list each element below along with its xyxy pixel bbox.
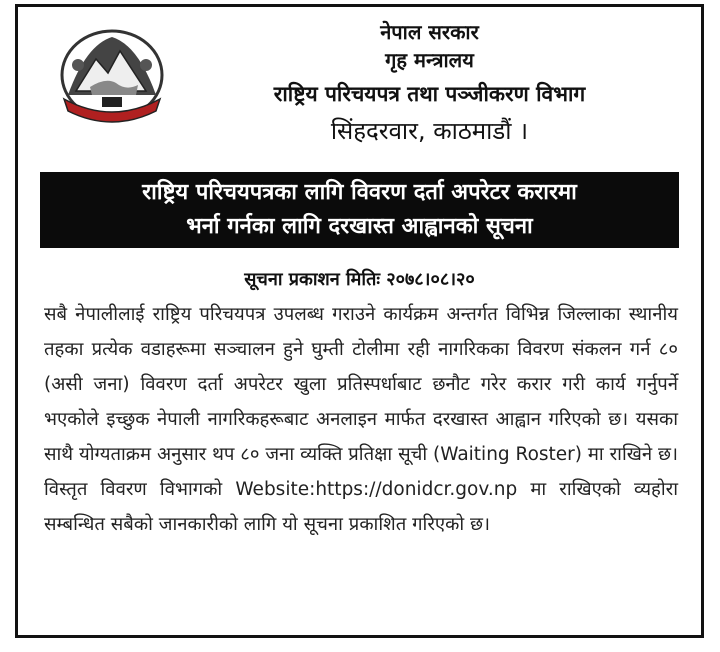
banner-line-2: भर्ना गर्नका लागि दरखास्त आह्वानको सूचना: [186, 214, 533, 239]
notice-header: [18, 7, 701, 165]
department-name: राष्ट्रिय परिचयपत्र तथा पञ्जीकरण विभाग: [273, 82, 586, 106]
notice-body-text: सबै नेपालीलाई राष्ट्रिय परिचयपत्र उपलब्ध गराउने कार्यक्रम अन्तर्गत विभिन्न जिल्लाका स्थानीय तहका प्रत्येक वडाहरूमा सञ्चालन हुने घुम्ती टोलीमा रही नागरिकका विवरण संकलन गर्न ८० (असी जना) विवरण दर्ता अपरेटर खुला प्रतिस्पर्धाबाट छनौट गरेर करार गरी कार्य गर्नुपर्ने भएकोले इच्छुक नेपाली नागरिकहरूबाट अनलाइन मार्फत दरखास्त आह्वान गरिएको छ। यसका साथै योग्यताक्रम अनुसार थप ८० जना व्यक्ति प्रतिक्षा सूची (Waiting Roster) मा राखिने छ। विस्तृत विवरण विभागको Website:https://donidcr.gov.np मा राखिएको व्यहोरा सम्बन्धित सबैको जानकारीको लागि यो सूचना प्रकाशित गरिएको छ।: [44, 304, 679, 535]
notice-body: [44, 297, 678, 542]
ministry-name: गृह मन्त्रालय: [385, 48, 474, 72]
notice-frame: [15, 4, 704, 638]
government-name: नेपाल सरकार: [380, 20, 479, 44]
notice-title-banner: [40, 172, 679, 248]
department-address: सिंहदरवार, काठमाडौं ।: [330, 117, 529, 145]
header-titles: [168, 19, 691, 147]
banner-line-1: राष्ट्रिय परिचयपत्रका लागि विवरण दर्ता अपरेटर करारमा: [142, 180, 577, 205]
nepal-emblem-icon: [56, 25, 168, 129]
publication-date: सूचना प्रकाशन मितिः २०७८।०८।२०: [244, 269, 475, 290]
